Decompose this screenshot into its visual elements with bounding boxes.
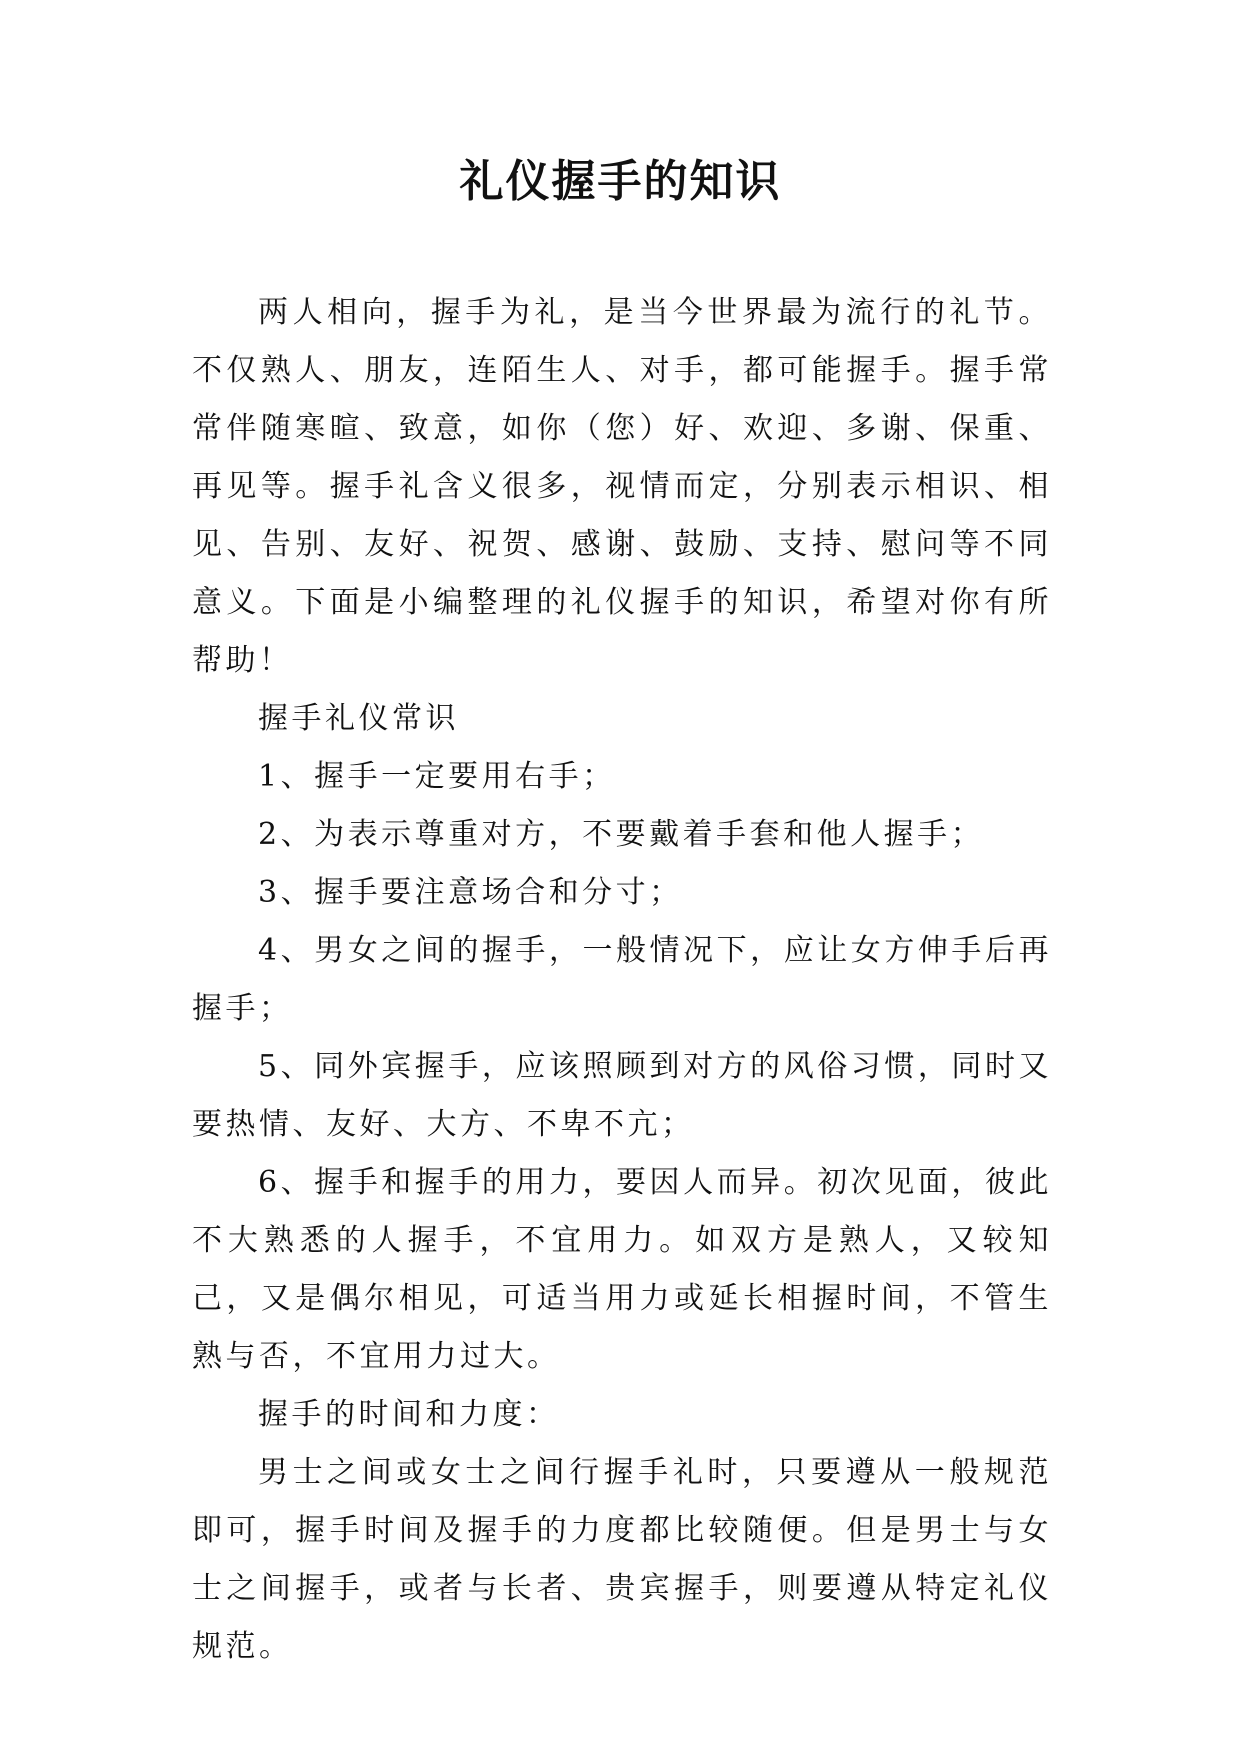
intro-paragraph: 两人相向，握手为礼，是当今世界最为流行的礼节。不仅熟人、朋友，连陌生人、对手，都可能握手。握手常常伴随寒暄、致意，如你（您）好、欢迎、多谢、保重、再见等。握手礼含义很多，视情而定，分别表示相识、相见、告别、友好、祝贺、感谢、鼓励、支持、慰问等不同意义。下面是小编整理的礼仪握手的知识，希望对你有所帮助！ — [192, 295, 1052, 678]
document-body — [192, 284, 1052, 1676]
list-item: 6、握手和握手的用力，要因人而异。初次见面，彼此不大熟悉的人握手，不宜用力。如双方是熟人，又较知己，又是偶尔相见，可适当用力或延长相握时间，不管生熟与否，不宜用力过大。 — [192, 1165, 1052, 1374]
list-item: 3、握手要注意场合和分寸； — [258, 875, 683, 910]
list-item: 2、为表示尊重对方，不要戴着手套和他人握手； — [258, 817, 985, 852]
list-item: 5、同外宾握手，应该照顾到对方的风俗习惯，同时又要热情、友好、大方、不卑不亢； — [192, 1049, 1052, 1142]
section-heading-etiquette: 握手礼仪常识 — [258, 701, 459, 736]
list-item: 4、男女之间的握手，一般情况下，应让女方伸手后再握手； — [192, 933, 1052, 1026]
document-title: 礼仪握手的知识 — [459, 156, 782, 207]
body-paragraph: 男士之间或女士之间行握手礼时，只要遵从一般规范即可，握手时间及握手的力度都比较随便。但是男士与女士之间握手，或者与长者、贵宾握手，则要遵从特定礼仪规范。 — [192, 1455, 1052, 1664]
list-item: 1、握手一定要用右手； — [258, 759, 616, 794]
section-heading-time-strength: 握手的时间和力度： — [258, 1397, 560, 1432]
